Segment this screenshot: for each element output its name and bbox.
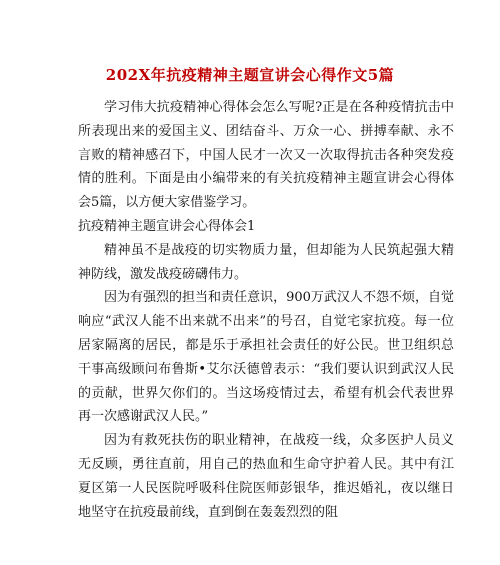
intro-paragraph: 学习伟大抗疫精神心得体会怎么写呢?正是在各种疫情抗击中所表现出来的爱国主义、团结奋斗、万众一心、拼搏奉献、永不言败的精神感召下，中国人民才一次又一次取得抗击各种突发疫情的胜利。下面是由小编带来的有关抗疫精神主题宣讲会心得体会5篇，以方便大家借鉴学习。 (78, 100, 454, 211)
section-heading: 抗疫精神主题宣讲会心得体会1 (78, 218, 256, 234)
body-paragraph: 因为有救死扶伤的职业精神，在战疫一线，众多医护人员义无反顾，勇往直前，用自己的热血和生命守护着人民。其中有江夏区第一人民医院呼吸科住院医师彭银华，推迟婚礼，夜以继日地坚守在抗疫最前线，直到倒在轰轰烈烈的阻 (78, 433, 454, 520)
document-title: 202X年抗疫精神主题宣讲会心得作文5篇 (105, 66, 395, 84)
body-paragraph: 因为有强烈的担当和责任意识，900万武汉人不怨不烦，自觉响应“武汉人能不出来就不出来”的号召，自觉宅家抗疫。每一位居家隔离的居民，都是乐于承担社会责任的好公民。世卫组织总干事高级顾问布鲁斯•艾尔沃德曾表示：“我们要认识到武汉人民的贡献，世界欠你们的。当这场疫情过去，希望有机会代表世界再一次感谢武汉人民。” (78, 290, 454, 425)
body-paragraph: 精神虽不是战疫的切实物质力量，但却能为人民筑起强大精神防线，激发战疫磅礴伟力。 (78, 242, 454, 282)
document-body (78, 96, 454, 524)
